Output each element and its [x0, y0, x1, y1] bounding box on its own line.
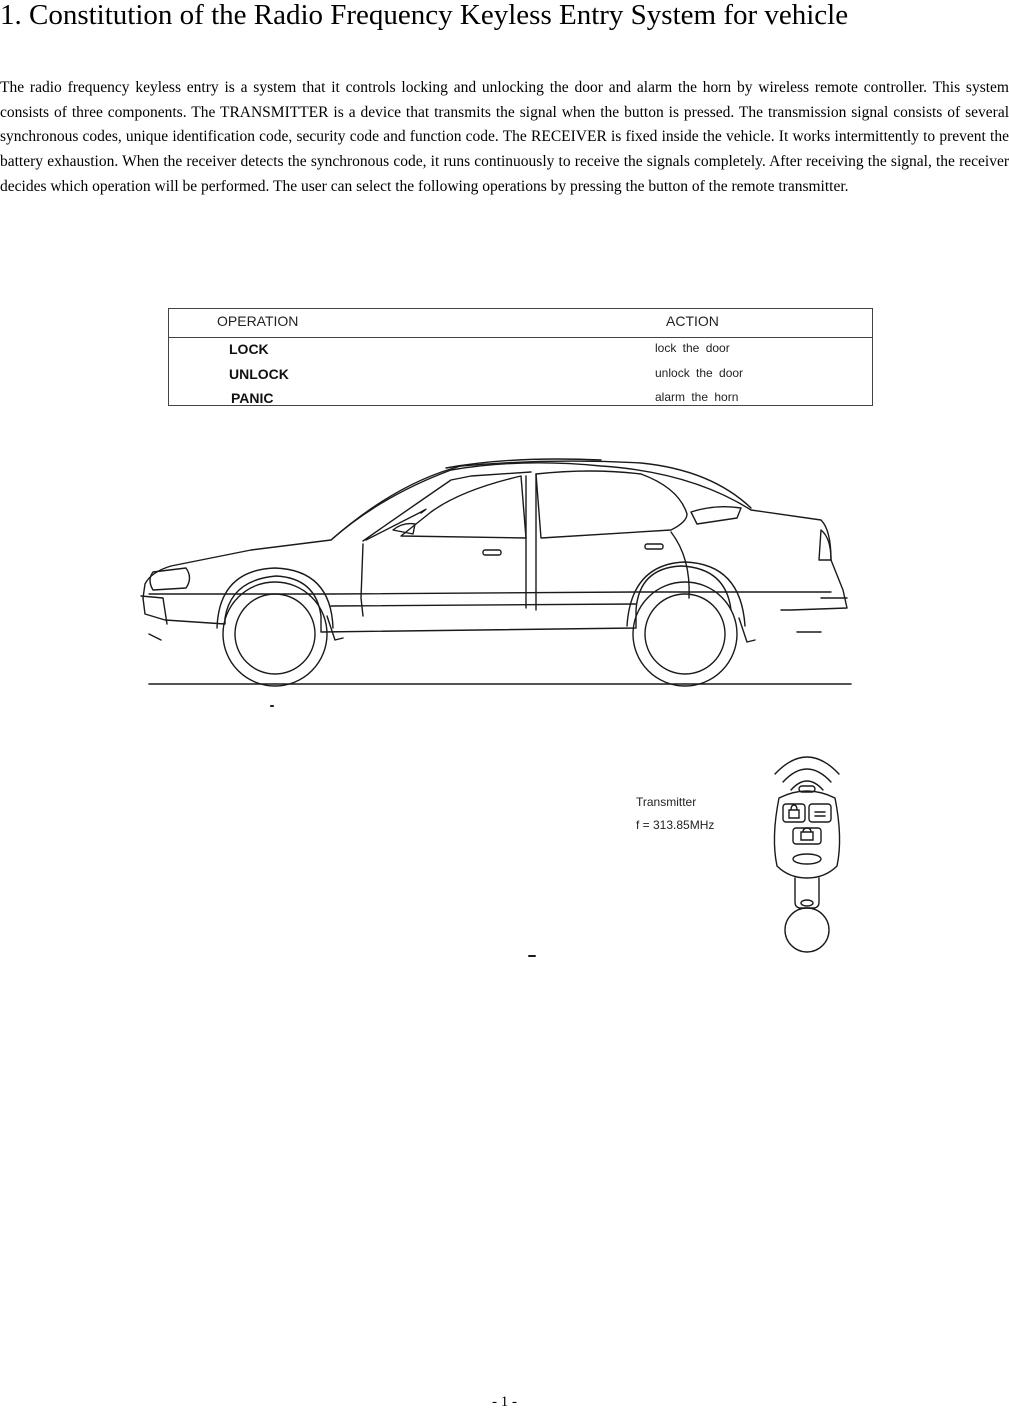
page-heading: 1. Constitution of the Radio Frequency Keyless Entry System for vehicle: [0, 0, 849, 31]
operation-panic: PANIC: [231, 390, 274, 406]
kia-logo-icon: [793, 854, 821, 864]
car-and-transmitter-drawing: [131, 298, 881, 962]
unlock-button-icon: [809, 804, 831, 822]
intro-paragraph: The radio frequency keyless entry is a system that it controls locking and unlocking the door and alarm the horn by wireless remote controller. This system consists of three components. The TRANSMITTER is a device that transmits the signal when the button is pressed. The transmission signal consists of several synchronous codes, unique identification code, security code and function code. The RECEIVER is fixed inside the vehicle. It works intermittently to prevent the battery exhaustion. When the receiver detects the synchronous code, it runs continuously to receive the signals completely. After receiving the signal, the receiver decides which operation will be performed. The user can select the following operations by pressing the button of the remote transmitter.: [0, 79, 1009, 195]
car-illustration: [141, 459, 851, 686]
action-lock: lock the door: [655, 341, 730, 355]
operation-lock: LOCK: [229, 341, 269, 357]
operation-unlock: UNLOCK: [229, 366, 289, 382]
action-column-header: ACTION: [666, 313, 719, 329]
transmitter-label: Transmitter: [636, 795, 697, 809]
transmitter-frequency: f = 313.85MHz: [636, 818, 715, 832]
lock-button-icon: [783, 804, 805, 822]
action-panic: alarm the horn: [655, 390, 739, 404]
transmitter-illustration: [271, 706, 840, 956]
page-number: - 1 -: [492, 1394, 517, 1410]
panic-button-icon: [793, 828, 821, 844]
operation-column-header: OPERATION: [217, 313, 299, 329]
action-unlock: unlock the door: [655, 366, 744, 380]
keyless-entry-figure: [131, 298, 881, 962]
